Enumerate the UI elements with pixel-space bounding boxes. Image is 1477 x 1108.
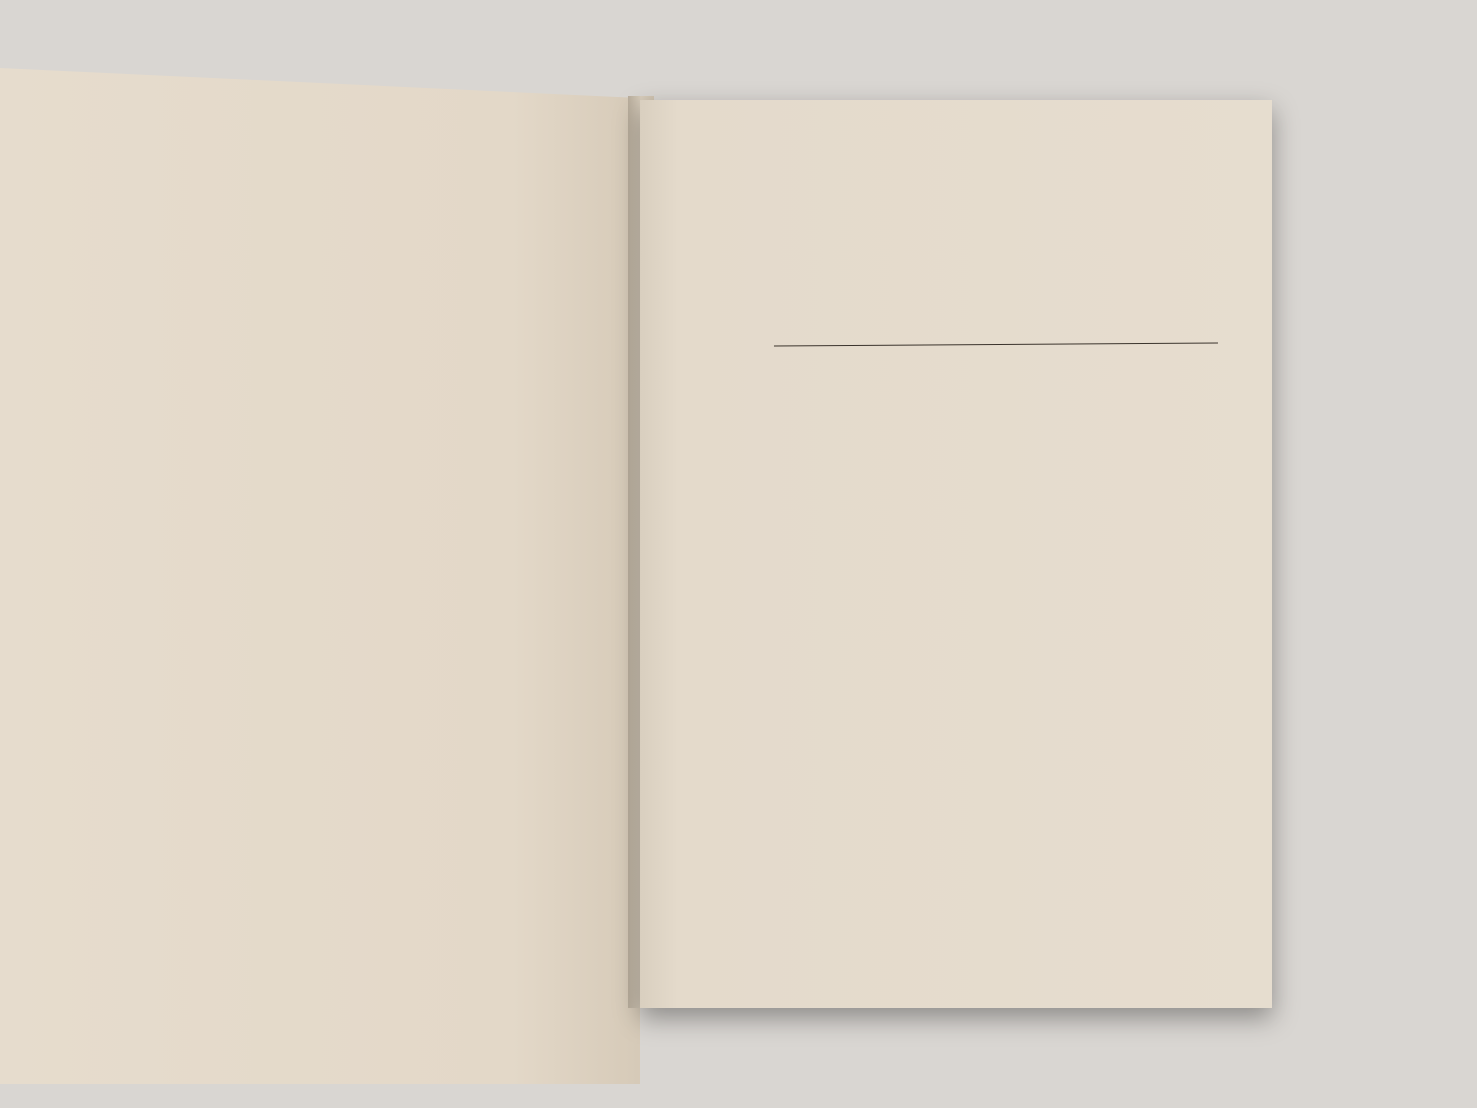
left-page (0, 68, 640, 1084)
cip-class-code (277, 687, 278, 702)
contents-top-entries (774, 355, 1218, 358)
contents-right-column (999, 355, 1218, 357)
contents-columns (774, 355, 1218, 358)
right-page (640, 100, 1272, 1008)
cip-class-num (243, 689, 244, 704)
contents-title (774, 340, 1218, 346)
contents-left-column (774, 357, 993, 359)
contents-section (774, 340, 1218, 358)
